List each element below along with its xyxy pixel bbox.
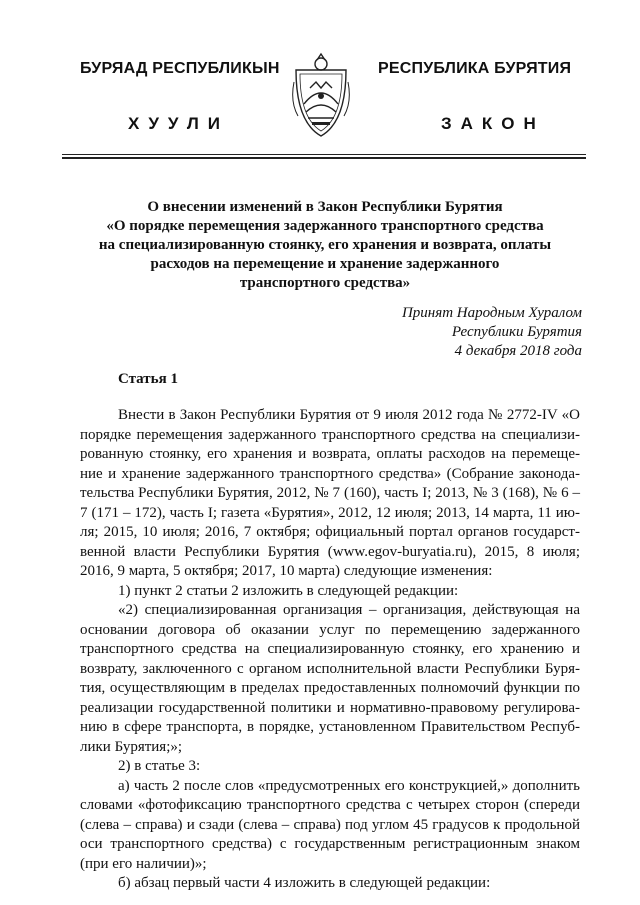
body-line: Внести в Закон Республики Бурятия от 9 июля 2012 года № 2772-IV «О [118,407,580,423]
law-title-line: расходов на перемещение и хранение задержанного [150,256,500,272]
body-line: нию в сфере транспорта, в порядке, установленном Правительством Респуб- [80,719,580,735]
coat-of-arms-icon [290,52,352,142]
law-title-line: на специализированную стоянку, его хранения и возврата, оплаты [98,237,552,253]
body-line: а) часть 2 после слов «предусмотренных его конструкцией,» дополнить [118,777,580,794]
header-right-word: ЗАКОН [441,114,545,133]
header-left-word: ХУУЛИ [128,114,229,133]
law-title-line: О внесении изменений в Закон Республики Бурятия [147,199,503,215]
law-title [60,198,590,293]
body-line: б) абзац первый части 4 изложить в следующей редакции: [118,875,491,891]
header-divider [62,154,586,155]
adoption-line: 4 декабря 2018 года [454,343,582,359]
adoption-line: Республики Бурятия [451,324,582,340]
body-line: 7 (171 – 172), часть I; газета «Бурятия», 2012, 12 июля; 2013, 14 марта, 11 ию- [80,504,580,521]
body-line: 1) пункт 2 статьи 2 изложить в следующей редакции: [118,582,459,599]
header-right-title: РЕСПУБЛИКА БУРЯТИЯ [378,60,572,77]
body-line: порядке перемещения задержанного транспортного средства на специализи- [80,426,580,443]
body-line: оси транспортного средства) с государственным регистрационным знаком [80,836,580,852]
body-line: лики Бурятия;»; [80,738,183,755]
body-line: тельства Республики Бурятия, 2012, № 7 (160), часть I; 2013, № 3 (168), № 6 – [80,485,580,501]
article-heading: Статья 1 [118,371,178,387]
adoption-line: Принят Народным Хуралом [401,305,582,321]
body-line: 2) в статье 3: [118,758,201,774]
body-line: основании договора об оказании услуг по перемещению задержанного [80,621,580,638]
body-line: словами «фотофиксацию транспортного средства с четырех сторон (спереди [80,797,580,813]
body-line: 2016, 9 марта, 5 октября; 2017, 10 марта) следующие изменения: [80,563,493,579]
law-title-line: «О порядке перемещения задержанного транспортного средства [106,218,544,234]
law-title-line: транспортного средства» [239,275,411,291]
body-line: реализации государственной политики и нормативно-правовому регулирова- [80,699,580,716]
article-body [80,406,580,894]
body-line: ние и хранение задержанного транспортного средства» (Собрание законода- [80,465,580,482]
body-line: (при его наличии)»; [80,855,207,872]
body-line: рованную стоянку, его хранения и возврата, оплаты расходов на перемеще- [80,446,580,462]
body-line: ля; 2015, 10 июля; 2016, 7 октября; официальный портал органов государст- [80,524,580,540]
header-divider-thick [62,157,586,159]
body-line: тия, осуществляющим в пределах предоставленных полномочий функции по [80,680,580,696]
body-line: «2) специализированная организация – организация, действующая на [118,602,580,618]
body-line: транспортного средства на специализированную стоянку, его хранению и [80,641,580,657]
body-line: (слева – справа) и сзади (слева – справа) под углом 45 градусов к продольной [80,816,580,833]
body-line: возврату, заключенного с органом исполнительной власти Республики Буря- [80,660,580,677]
adoption-note [402,304,582,361]
header-left-title: БУРЯАД РЕСПУБЛИКЫН [80,60,280,77]
body-line: венной власти Республики Бурятия (www.egov-buryatia.ru), 2015, 8 июля; [80,543,580,560]
